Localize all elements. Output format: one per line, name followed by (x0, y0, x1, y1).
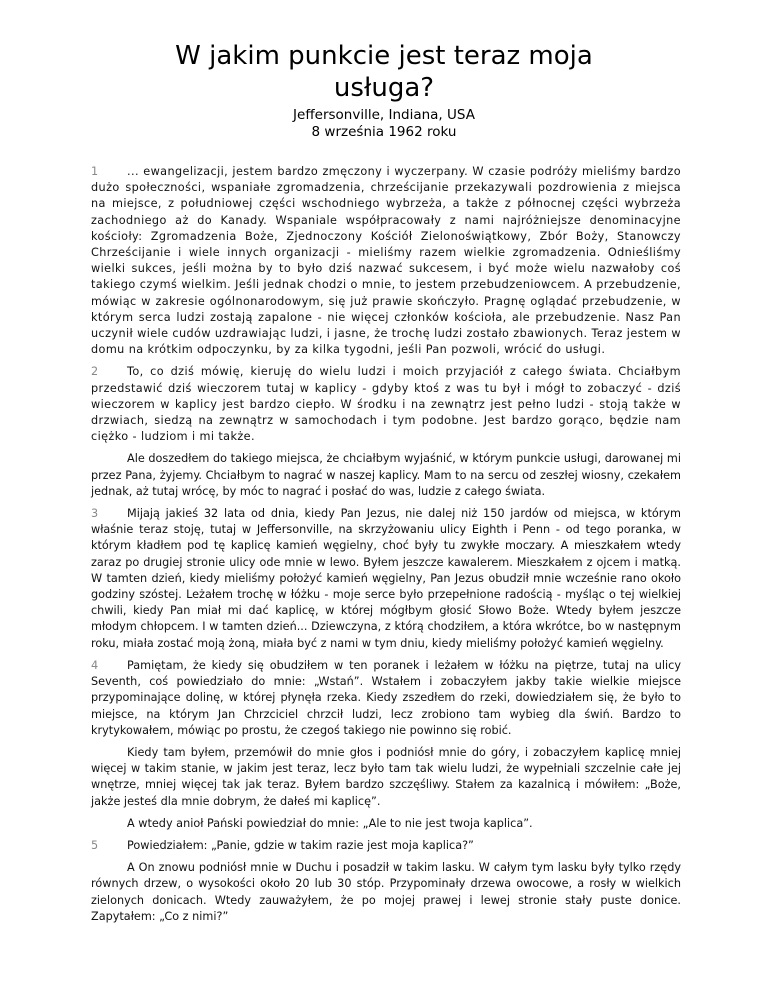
paragraph-text: A On znowu podniósł mnie w Duchu i posadził w takim lasku. W całym tym lasku były tylko rzędy równych drzew, o wysokości około 20 lub 30 stóp. Przypominały drzewa owocowe, a rosły w wielkich zielonych donicach. Wtedy zauważyłem, że po mojej prawej i lewej stronie stały puste donice. Zapytałem: „Co z nimi?” (91, 861, 681, 923)
paragraph-text: Ale doszedłem do takiego miejsca, że chciałbym wyjaśnić, w którym punkcie usługi, darowanej mi przez Pana, żyjemy. Chciałbym to nagrać w naszej kaplicy. Mam to na sercu od zeszłej wiosny, czekałem jednak, aż tutaj wrócę, by móc to nagrać i posłać do was, ludzie z całego świata. (91, 452, 681, 498)
paragraph-text: To, co dziś mówię, kieruję do wielu ludzi i moich przyjaciół z całego świata. Chciałbym przedstawić dziś wieczorem tutaj w kaplicy - gdyby ktoś z was tu był i mógł to zobaczyć - dziś wieczorem w kaplicy jest bardzo ciepło. W środku i na zewnątrz jest pełno ludzi - stoją także w drzwiach, siedzą na zewnątrz w samochodach i tym podobne. Jest bardzo gorąco, będzie nam ciężko - ludziom i mi także. (91, 365, 681, 444)
paragraph-number: 4 (91, 658, 99, 672)
paragraph (91, 164, 681, 358)
paragraph (91, 860, 681, 925)
sermon-date: 8 września 1962 roku (311, 124, 457, 140)
paragraph (91, 364, 681, 445)
sermon-body (91, 164, 681, 931)
paragraph-text: Pamiętam, że kiedy się obudziłem w ten poranek i leżałem w łóżku na piętrze, tutaj na ulicy Seventh, coś powiedziało do mnie: „Wstań”. Wstałem i zobaczyłem jakby takie wielkie miejsce przypominające dolinę, w której płynęła rzeka. Kiedy zszedłem do rzeki, dowiedziałem się, że było to miejsce, na którym Jan Chrzciciel chrzcił ludzi, lecz zrobiono tam wybieg dla świń. Bardzo to krytykowałem, mówiąc po prostu, że czegoś takiego nie powinno się robić. (91, 658, 681, 737)
paragraph-text: Mijają jakieś 32 lata od dnia, kiedy Pan Jezus, nie dalej niż 150 jardów od miejsca, w którym właśnie teraz stoję, tutaj w Jeffersonville, na skrzyżowaniu ulicy Eighth i Penn - od tego poranka, w którym kładłem pod tę kaplicę kamień węgielny, choć były tu zwykłe moczary. A mieszkałem wtedy zaraz po drugiej stronie ulicy ode mnie w lewo. Byłem jeszcze kawalerem. Mieszkałem z ojcem i matką. W tamten dzień, kiedy mieliśmy położyć kamień węgielny, Pan Jezus obudził mnie wcześnie rano około godziny szóstej. Leżałem trochę w łóżku - moje serce było przepełnione radością - myśląc o tej wielkiej chwili, kiedy Pan miał mi dać kaplicę, w której mógłbym głosić Słowo Boże. Wtedy byłem jeszcze młodym chłopcem. I w tamten dzień... Dziewczyna, z którą chodziłem, a która wkrótce, bo w następnym roku, miała zostać moją żoną, miała być z nami w tym dniu, kiedy mieliśmy położyć kamień węgielny. (91, 507, 681, 650)
paragraph (91, 816, 681, 832)
paragraph-number: 1 (91, 165, 99, 178)
sermon-place: Jeffersonville, Indiana, USA (293, 107, 475, 123)
paragraph (91, 506, 681, 652)
paragraph-text: Powiedziałem: „Panie, gdzie w takim razie jest moja kaplica?” (127, 838, 474, 852)
paragraph-text: ... ewangelizacji, jestem bardzo zmęczony i wyczerpany. W czasie podróży mieliśmy bardzo dużo społeczności, wspaniałe zgromadzenia, chrześcijanie przekazywali pozdrowienia z miejsca na miejsce, z południowej części wschodniego wybrzeża, a także z północnej części wybrzeża zachodniego aż do Kanady. Wspaniale współpracowały z nami najróżniejsze denominacyjne kościoły: Zgromadzenia Boże, Zjednoczony Kościół Zielonoświątkowy, Zbór Boży, Stanowczy Chrześcijanie i wiele innych organizacji - mieliśmy razem wielkie zgromadzenia. Odnieśliśmy wielki sukces, jeśli można by to było dziś nazwać sukcesem, i być może wielu nazwałoby coś takiego czymś wielkim. Jeśli jednak chodzi o mnie, to jestem przebudzeniowcem. A przebudzenie, mówiąc w zakresie ogólnonarodowym, się już prawie skończyło. Pragnę oglądać przebudzenie, w którym serca ludzi zostają zapalone - nie więcej członków kościoła, ale przebudzenie. Nasz Pan uczynił wiele cudów uzdrawiając ludzi, i jasne, że trochę ludzi zostało zbawionych. Teraz jestem w domu na krótkim odpoczynku, by za kilka tygodni, jeśli Pan pozwoli, wrócić do usługi. (91, 165, 681, 357)
paragraph (91, 838, 681, 854)
paragraph (91, 658, 681, 739)
title-line-2: usługa? (333, 73, 435, 103)
paragraph (91, 745, 681, 810)
paragraph-number: 3 (91, 507, 99, 521)
paragraph-number: 5 (91, 838, 99, 852)
document-title (60, 40, 708, 104)
paragraph-text: A wtedy anioł Pański powiedział do mnie: „Ale to nie jest twoja kaplica”. (127, 816, 533, 830)
paragraph (91, 451, 681, 500)
title-line-1: W jakim punkcie jest teraz moja (175, 41, 593, 71)
paragraph-number: 2 (91, 365, 99, 379)
paragraph-text: Kiedy tam byłem, przemówił do mnie głos i podniósł mnie do góry, i zobaczyłem kaplicę mniej więcej w takim stanie, w jakim jest teraz, lecz było tam tak wielu ludzi, że wypełniali szczelnie całe jej wnętrze, mniej więcej tak jak teraz. Byłem bardzo szczęśliwy. Stałem za kazalnicą i mówiłem: „Boże, jakże jesteś dla mnie dobrym, że dałeś mi kaplicę”. (91, 745, 681, 808)
